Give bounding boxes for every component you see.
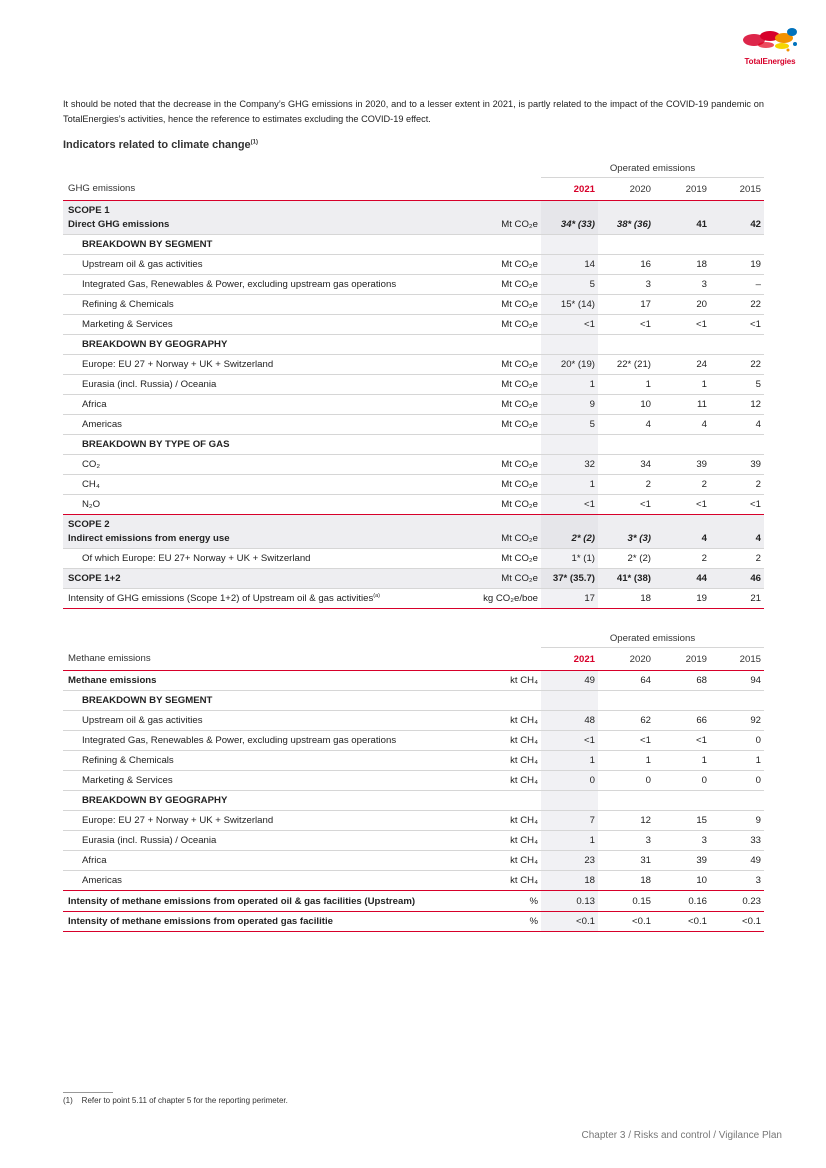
- table-cell: 22: [710, 295, 764, 315]
- table-cell: 2: [710, 475, 764, 495]
- table-cell: 33: [710, 831, 764, 851]
- table-cell: BREAKDOWN BY GEOGRAPHY: [63, 791, 541, 811]
- table-cell: kt CH₄: [459, 871, 541, 891]
- table-cell: <1: [598, 731, 654, 751]
- table-cell: <0.1: [710, 912, 764, 932]
- methane-table: [63, 629, 764, 932]
- table-cell: Eurasia (incl. Russia) / Oceania: [63, 375, 459, 395]
- brand-name: TotalEnergies: [744, 57, 796, 66]
- table-cell: 34: [598, 455, 654, 475]
- table-cell: Upstream oil & gas activities: [63, 711, 459, 731]
- table-cell: [459, 629, 541, 648]
- table-cell: Mt CO₂e: [459, 255, 541, 275]
- table-cell: 1: [541, 751, 598, 771]
- table-cell: [710, 791, 764, 811]
- table-cell: 7: [541, 811, 598, 831]
- table-cell: Intensity of methane emissions from operated gas facilitie: [63, 912, 459, 932]
- table-cell: 2: [598, 475, 654, 495]
- table-cell: Mt CO₂e: [459, 201, 541, 235]
- table-cell: [710, 335, 764, 355]
- table-cell: <1: [654, 731, 710, 751]
- table-cell: 49: [541, 671, 598, 691]
- table-cell: kt CH₄: [459, 731, 541, 751]
- table-cell: <1: [710, 315, 764, 335]
- table-cell: 3: [654, 275, 710, 295]
- table-cell: [598, 691, 654, 711]
- table-cell: [541, 335, 598, 355]
- table-cell: 1: [654, 751, 710, 771]
- table-cell: Integrated Gas, Renewables & Power, excluding upstream gas operations: [63, 731, 459, 751]
- table-cell: BREAKDOWN BY GEOGRAPHY: [63, 335, 541, 355]
- table-cell: 12: [710, 395, 764, 415]
- table-cell: Refining & Chemicals: [63, 295, 459, 315]
- table-cell: –: [710, 275, 764, 295]
- table-cell: 19: [710, 255, 764, 275]
- table-cell: Mt CO₂e: [459, 295, 541, 315]
- table-cell: 2019: [654, 648, 710, 671]
- table-cell: 2015: [710, 648, 764, 671]
- table-cell: [598, 335, 654, 355]
- table-cell: 18: [598, 589, 654, 609]
- table-cell: kg CO₂e/boe: [459, 589, 541, 609]
- table-cell: Mt CO₂e: [459, 355, 541, 375]
- table-cell: Mt CO₂e: [459, 315, 541, 335]
- table-cell: Mt CO₂e: [459, 415, 541, 435]
- table-row: [63, 811, 764, 831]
- table-row: [63, 831, 764, 851]
- table-cell: 41: [654, 201, 710, 235]
- table-row: [63, 711, 764, 731]
- table-row: [63, 731, 764, 751]
- table-cell: %: [459, 891, 541, 912]
- footnote-divider: [63, 1092, 113, 1093]
- table-cell: <1: [541, 731, 598, 751]
- table-cell: 12: [598, 811, 654, 831]
- table-row: [63, 771, 764, 791]
- table-cell: 5: [541, 275, 598, 295]
- table-row: [63, 335, 764, 355]
- table-cell: 3: [598, 831, 654, 851]
- table-cell: 0: [598, 771, 654, 791]
- table-cell: [654, 235, 710, 255]
- table-cell: CO₂: [63, 455, 459, 475]
- table-cell: 2021: [541, 648, 598, 671]
- table-cell: 5: [710, 375, 764, 395]
- table-cell: kt CH₄: [459, 711, 541, 731]
- table-cell: 22: [710, 355, 764, 375]
- table-cell: 94: [710, 671, 764, 691]
- table-cell: 39: [710, 455, 764, 475]
- table-cell: 0: [710, 731, 764, 751]
- table-cell: 4: [710, 415, 764, 435]
- table-cell: Upstream oil & gas activities: [63, 255, 459, 275]
- table-cell: 34* (33): [541, 201, 598, 235]
- table-cell: 11: [654, 395, 710, 415]
- table-cell: [541, 435, 598, 455]
- table-cell: Marketing & Services: [63, 771, 459, 791]
- table-row: [63, 295, 764, 315]
- ghg-header: GHG emissions: [63, 178, 459, 201]
- table-cell: Americas: [63, 871, 459, 891]
- table-cell: 4: [598, 415, 654, 435]
- table-cell: 62: [598, 711, 654, 731]
- table-cell: 19: [654, 589, 710, 609]
- table-cell: 18: [541, 871, 598, 891]
- table-cell: Operated emissions: [541, 629, 764, 648]
- table-cell: 0.16: [654, 891, 710, 912]
- table-cell: [710, 691, 764, 711]
- table-cell: Mt CO₂e: [459, 275, 541, 295]
- table-cell: 20* (19): [541, 355, 598, 375]
- table-cell: 0.23: [710, 891, 764, 912]
- table-cell: <1: [654, 315, 710, 335]
- table-row: [63, 751, 764, 771]
- table-cell: Integrated Gas, Renewables & Power, excluding upstream gas operations: [63, 275, 459, 295]
- table-cell: BREAKDOWN BY TYPE OF GAS: [63, 435, 541, 455]
- table-row: [63, 159, 764, 178]
- table-cell: Americas: [63, 415, 459, 435]
- table-row: [63, 495, 764, 515]
- table-cell: [598, 235, 654, 255]
- table-cell: 2019: [654, 178, 710, 201]
- table-cell: 92: [710, 711, 764, 731]
- table-row: [63, 315, 764, 335]
- table-cell: 4: [654, 515, 710, 549]
- table-cell: 1: [541, 831, 598, 851]
- table-cell: Mt CO₂e: [459, 495, 541, 515]
- table-cell: 15: [654, 811, 710, 831]
- table-cell: 2020: [598, 178, 654, 201]
- table-cell: Refining & Chemicals: [63, 751, 459, 771]
- table-cell: 21: [710, 589, 764, 609]
- table-cell: 31: [598, 851, 654, 871]
- table-cell: <1: [654, 495, 710, 515]
- table-cell: 39: [654, 455, 710, 475]
- table-row: [63, 435, 764, 455]
- table-row: [63, 549, 764, 569]
- table-cell: <1: [541, 495, 598, 515]
- operated-label: Operated emissions: [541, 159, 764, 178]
- table-cell: 2* (2): [541, 515, 598, 549]
- table-cell: Mt CO₂e: [459, 569, 541, 589]
- table-cell: 37* (35.7): [541, 569, 598, 589]
- table-cell: kt CH₄: [459, 831, 541, 851]
- table-cell: 14: [541, 255, 598, 275]
- table-cell: [710, 435, 764, 455]
- table-row: [63, 648, 764, 671]
- table-cell: 0: [541, 771, 598, 791]
- table-cell: 2: [654, 549, 710, 569]
- methane-header: Methane emissions: [63, 648, 459, 671]
- table-cell: 1: [541, 375, 598, 395]
- table-cell: 20: [654, 295, 710, 315]
- year-2021: 2021: [541, 178, 598, 201]
- table-cell: 3: [654, 831, 710, 851]
- table-cell: 22* (21): [598, 355, 654, 375]
- table-cell: [459, 178, 541, 201]
- table-row: [63, 455, 764, 475]
- table-cell: [598, 435, 654, 455]
- table-cell: [710, 235, 764, 255]
- table-cell: Mt CO₂e: [459, 395, 541, 415]
- table-cell: [654, 791, 710, 811]
- intro-paragraph: It should be noted that the decrease in the Company’s GHG emissions in 2020, and to a lesser extent in 2021, is partly related to the impact of the COVID-19 pandemic on TotalEnergies’s activities, hence the reference to estimates excluding the COVID-19 effect.: [63, 99, 764, 124]
- table-row: [63, 178, 764, 201]
- table-cell: 2015: [710, 178, 764, 201]
- table-cell: 1: [541, 475, 598, 495]
- table-cell: Mt CO₂e: [459, 515, 541, 549]
- table-cell: kt CH₄: [459, 771, 541, 791]
- table-row: [63, 275, 764, 295]
- table-cell: [654, 691, 710, 711]
- table-cell: <0.1: [541, 912, 598, 932]
- table-cell: <1: [541, 315, 598, 335]
- table-cell: [459, 159, 541, 178]
- table-cell: Intensity of methane emissions from operated oil & gas facilities (Upstream): [63, 891, 459, 912]
- table-cell: 23: [541, 851, 598, 871]
- table-cell: SCOPE 2 Indirect emissions from energy use: [63, 515, 459, 549]
- table-cell: [541, 235, 598, 255]
- table-cell: 64: [598, 671, 654, 691]
- table-cell: 5: [541, 415, 598, 435]
- table-cell: [654, 335, 710, 355]
- table-cell: 24: [654, 355, 710, 375]
- scope1-row: [63, 201, 764, 235]
- table-cell: BREAKDOWN BY SEGMENT: [63, 235, 541, 255]
- intensity-row: [63, 589, 764, 609]
- table-cell: Methane emissions: [63, 671, 459, 691]
- table-cell: Eurasia (incl. Russia) / Oceania: [63, 831, 459, 851]
- table-cell: Europe: EU 27 + Norway + UK + Switzerland: [63, 811, 459, 831]
- table-cell: 1: [598, 751, 654, 771]
- table-row: [63, 355, 764, 375]
- table-cell: 9: [710, 811, 764, 831]
- footnote: (1) Refer to point 5.11 of chapter 5 for the reporting perimeter.: [63, 1096, 288, 1105]
- table-cell: 0.13: [541, 891, 598, 912]
- table-row: [63, 235, 764, 255]
- table-cell: [541, 691, 598, 711]
- table-cell: 41* (38): [598, 569, 654, 589]
- table-cell: 18: [598, 871, 654, 891]
- table-cell: [63, 159, 459, 178]
- table-cell: <1: [598, 495, 654, 515]
- table-cell: 2020: [598, 648, 654, 671]
- table-cell: [654, 435, 710, 455]
- table-cell: 10: [654, 871, 710, 891]
- table-cell: 17: [598, 295, 654, 315]
- table-cell: 17: [541, 589, 598, 609]
- table-cell: <1: [598, 315, 654, 335]
- table-cell: 1: [710, 751, 764, 771]
- table-cell: kt CH₄: [459, 811, 541, 831]
- table-cell: 4: [710, 515, 764, 549]
- table-cell: N₂O: [63, 495, 459, 515]
- table-row: [63, 671, 764, 691]
- table-cell: Intensity of GHG emissions (Scope 1+2) of Upstream oil & gas activities$^{(a)}$: [63, 589, 459, 609]
- table-cell: Africa: [63, 851, 459, 871]
- scope12-row: [63, 569, 764, 589]
- table-row: [63, 475, 764, 495]
- table-row: [63, 415, 764, 435]
- table-cell: BREAKDOWN BY SEGMENT: [63, 691, 541, 711]
- table-row: [63, 791, 764, 811]
- table-cell: %: [459, 912, 541, 932]
- table-cell: 48: [541, 711, 598, 731]
- table-cell: 0.15: [598, 891, 654, 912]
- table-cell: 18: [654, 255, 710, 275]
- table-row: [63, 255, 764, 275]
- table-cell: 2: [710, 549, 764, 569]
- table-row: [63, 375, 764, 395]
- table-cell: Mt CO₂e: [459, 455, 541, 475]
- table-row: [63, 691, 764, 711]
- table-cell: 10: [598, 395, 654, 415]
- table-cell: 1* (1): [541, 549, 598, 569]
- table-cell: <0.1: [598, 912, 654, 932]
- section-title: Indicators related to climate change$^{(1)}$: [63, 139, 259, 151]
- table-cell: 16: [598, 255, 654, 275]
- table-cell: 38* (36): [598, 201, 654, 235]
- table-cell: 44: [654, 569, 710, 589]
- table-cell: 9: [541, 395, 598, 415]
- table-cell: 4: [654, 415, 710, 435]
- table-cell: Of which Europe: EU 27+ Norway + UK + Switzerland: [63, 549, 459, 569]
- table-row: [63, 891, 764, 912]
- table-cell: 42: [710, 201, 764, 235]
- table-cell: [459, 648, 541, 671]
- table-cell: 1: [654, 375, 710, 395]
- table-cell: 3: [598, 275, 654, 295]
- table-row: [63, 912, 764, 932]
- table-row: [63, 871, 764, 891]
- table-cell: <1: [710, 495, 764, 515]
- table-cell: SCOPE 1 Direct GHG emissions: [63, 201, 459, 235]
- table-cell: 46: [710, 569, 764, 589]
- table-cell: 66: [654, 711, 710, 731]
- table-cell: 49: [710, 851, 764, 871]
- table-cell: Europe: EU 27 + Norway + UK + Switzerland: [63, 355, 459, 375]
- table-row: [63, 629, 764, 648]
- table-cell: 68: [654, 671, 710, 691]
- table-cell: Mt CO₂e: [459, 475, 541, 495]
- table-cell: Mt CO₂e: [459, 375, 541, 395]
- table-cell: 0: [710, 771, 764, 791]
- table-cell: [63, 629, 459, 648]
- table-cell: 3: [710, 871, 764, 891]
- table-row: [63, 851, 764, 871]
- table-cell: [541, 791, 598, 811]
- table-cell: 15* (14): [541, 295, 598, 315]
- table-cell: Africa: [63, 395, 459, 415]
- table-cell: 32: [541, 455, 598, 475]
- table-cell: [598, 791, 654, 811]
- table-cell: 39: [654, 851, 710, 871]
- table-cell: 2: [654, 475, 710, 495]
- table-cell: 2* (2): [598, 549, 654, 569]
- table-cell: kt CH₄: [459, 751, 541, 771]
- scope2-row: [63, 515, 764, 549]
- table-cell: 1: [598, 375, 654, 395]
- table-cell: CH₄: [63, 475, 459, 495]
- table-row: [63, 395, 764, 415]
- chapter-footer: Chapter 3 / Risks and control / Vigilance Plan: [581, 1130, 782, 1141]
- table-cell: kt CH₄: [459, 671, 541, 691]
- table-cell: <0.1: [654, 912, 710, 932]
- table-cell: SCOPE 1+2: [63, 569, 459, 589]
- table-cell: Marketing & Services: [63, 315, 459, 335]
- table-cell: Mt CO₂e: [459, 549, 541, 569]
- table-cell: kt CH₄: [459, 851, 541, 871]
- table-cell: 3* (3): [598, 515, 654, 549]
- ghg-table: [63, 159, 764, 609]
- table-cell: 0: [654, 771, 710, 791]
